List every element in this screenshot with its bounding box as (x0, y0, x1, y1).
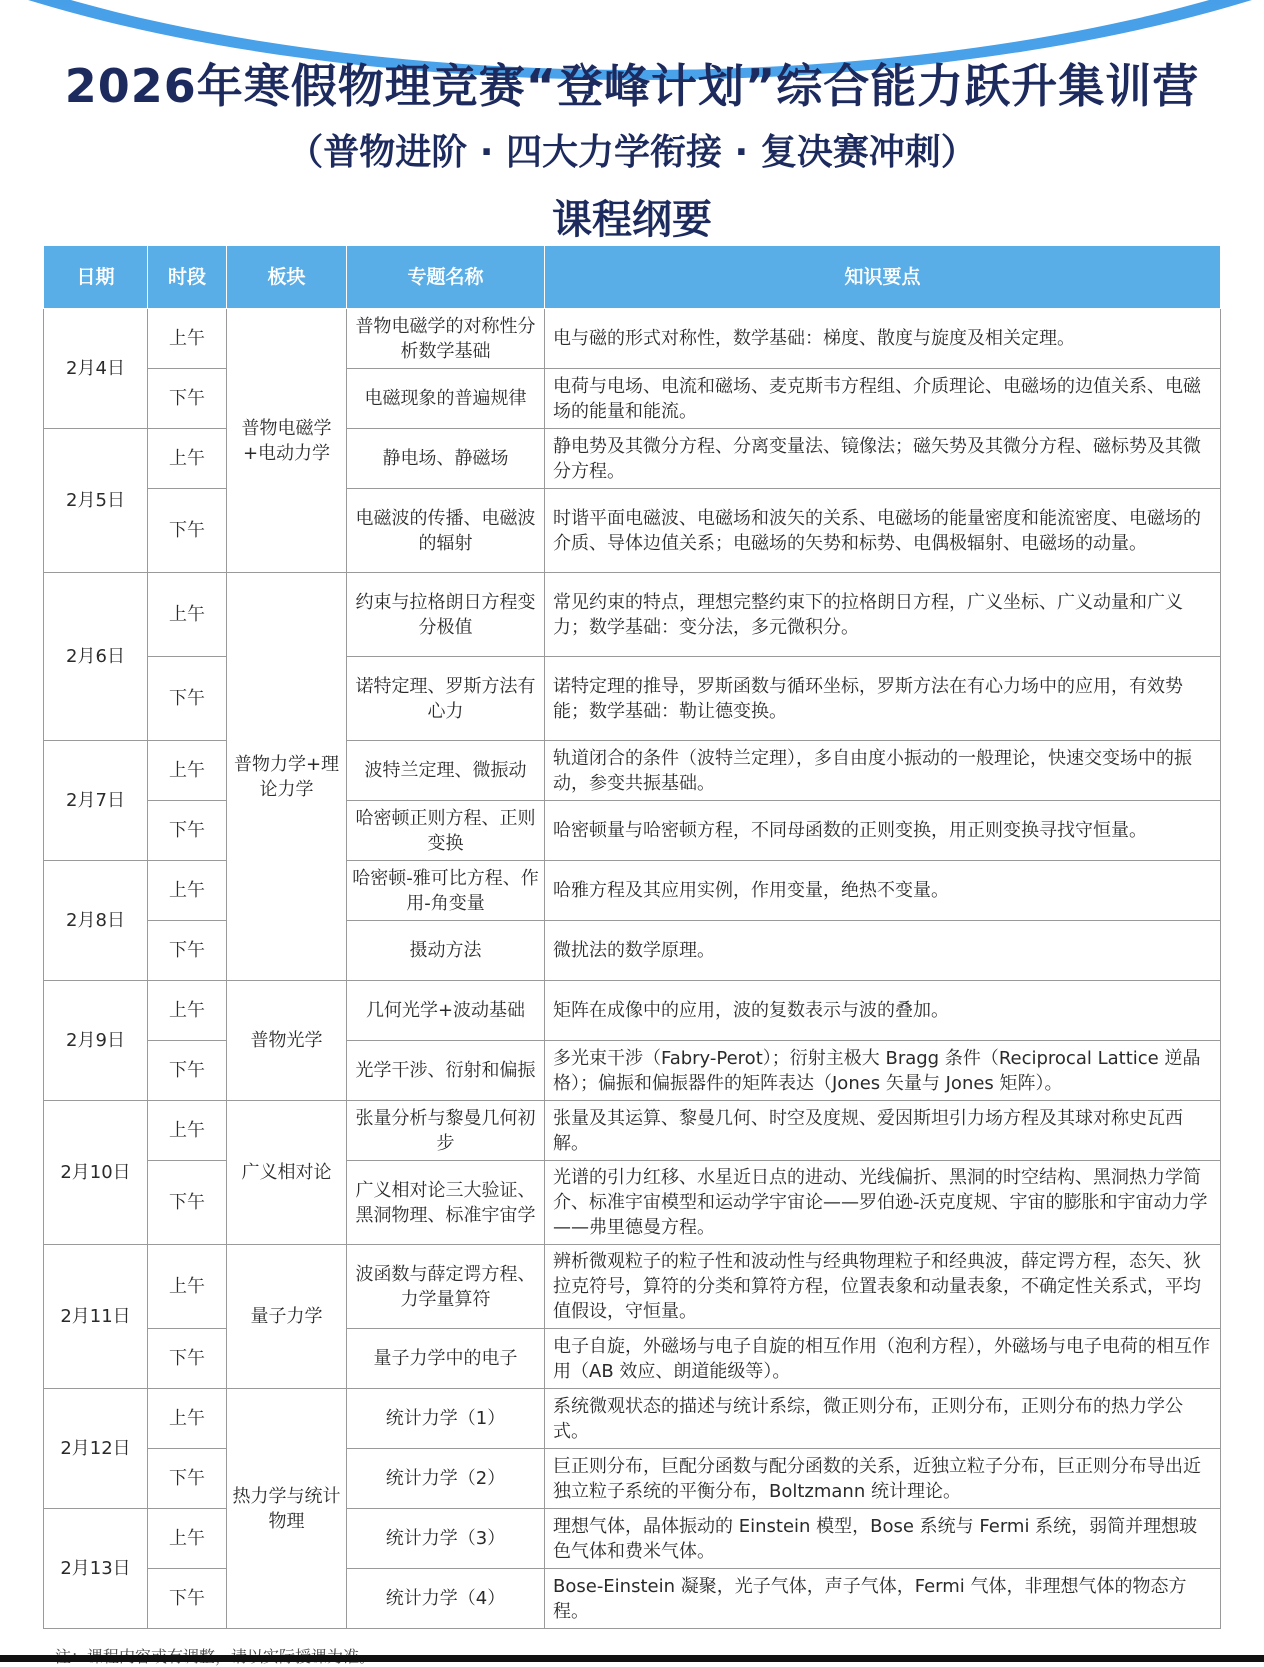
topic-cell: 量子力学中的电子 (347, 1329, 545, 1389)
period-cell: 下午 (148, 1041, 227, 1101)
section-heading: 课程纲要 (552, 197, 712, 243)
topic-cell: 摄动方法 (347, 921, 545, 981)
table-row (44, 573, 1221, 657)
table-row (44, 741, 1221, 801)
topic-cell: 电磁波的传播、电磁波的辐射 (347, 489, 545, 573)
points-cell: 诺特定理的推导，罗斯函数与循环坐标，罗斯方法在有心力场中的应用，有效势能；数学基础：勒让德变换。 (545, 657, 1221, 741)
date-cell: 2月8日 (44, 861, 148, 981)
points-cell: 电与磁的形式对称性，数学基础：梯度、散度与旋度及相关定理。 (545, 309, 1221, 369)
period-cell: 上午 (148, 309, 227, 369)
topic-cell: 哈密顿正则方程、正则变换 (347, 801, 545, 861)
period-cell: 下午 (148, 1569, 227, 1629)
section-cell: 广义相对论 (227, 1101, 347, 1245)
page-title: 2026年寒假物理竞赛“登峰计划”综合能力跃升集训营 (64, 59, 1200, 113)
topic-cell: 约束与拉格朗日方程变分极值 (347, 573, 545, 657)
section-cell: 量子力学 (227, 1245, 347, 1389)
points-cell: Bose-Einstein 凝聚，光子气体，声子气体，Fermi 气体，非理想气体的物态方程。 (545, 1569, 1221, 1629)
period-cell: 上午 (148, 573, 227, 657)
date-cell: 2月7日 (44, 741, 148, 861)
table-row (44, 1449, 1221, 1509)
date-cell: 2月9日 (44, 981, 148, 1101)
date-cell: 2月6日 (44, 573, 148, 741)
table-row (44, 1161, 1221, 1245)
column-header-section: 板块 (227, 246, 347, 309)
period-cell: 下午 (148, 801, 227, 861)
bottom-edge-bar (0, 1655, 1264, 1662)
points-cell: 常见约束的特点，理想完整约束下的拉格朗日方程，广义坐标、广义动量和广义力；数学基础：变分法，多元微积分。 (545, 573, 1221, 657)
section-cell: 热力学与统计物理 (227, 1389, 347, 1629)
points-cell: 微扰法的数学原理。 (545, 921, 1221, 981)
topic-cell: 统计力学（1） (347, 1389, 545, 1449)
date-cell: 2月5日 (44, 429, 148, 573)
section-cell: 普物光学 (227, 981, 347, 1101)
section-cell: 普物电磁学+电动力学 (227, 309, 347, 573)
topic-cell: 电磁现象的普遍规律 (347, 369, 545, 429)
page-subtitle: （普物进阶 · 四大力学衔接 · 复决赛冲刺） (287, 132, 977, 173)
table-row (44, 1245, 1221, 1329)
table-row (44, 1101, 1221, 1161)
period-cell: 下午 (148, 1449, 227, 1509)
period-cell: 上午 (148, 1509, 227, 1569)
table-row (44, 429, 1221, 489)
points-cell: 电荷与电场、电流和磁场、麦克斯韦方程组、介质理论、电磁场的边值关系、电磁场的能量和能流。 (545, 369, 1221, 429)
table-row (44, 861, 1221, 921)
period-cell: 上午 (148, 1101, 227, 1161)
points-cell: 轨道闭合的条件（波特兰定理），多自由度小振动的一般理论，快速交变场中的振动，参变共振基础。 (545, 741, 1221, 801)
table-row (44, 1569, 1221, 1629)
topic-cell: 广义相对论三大验证、黑洞物理、标准宇宙学 (347, 1161, 545, 1245)
table-header-row (44, 246, 1221, 309)
period-cell: 上午 (148, 429, 227, 489)
points-cell: 哈雅方程及其应用实例，作用变量，绝热不变量。 (545, 861, 1221, 921)
topic-cell: 静电场、静磁场 (347, 429, 545, 489)
date-cell: 2月4日 (44, 309, 148, 429)
period-cell: 上午 (148, 741, 227, 801)
period-cell: 下午 (148, 657, 227, 741)
topic-cell: 波函数与薛定谔方程、力学量算符 (347, 1245, 545, 1329)
period-cell: 下午 (148, 1329, 227, 1389)
points-cell: 张量及其运算、黎曼几何、时空及度规、爱因斯坦引力场方程及其球对称史瓦西解。 (545, 1101, 1221, 1161)
table-row (44, 1041, 1221, 1101)
column-header-period: 时段 (148, 246, 227, 309)
table-row (44, 1329, 1221, 1389)
syllabus-table (43, 245, 1221, 1629)
points-cell: 矩阵在成像中的应用，波的复数表示与波的叠加。 (545, 981, 1221, 1041)
table-row (44, 489, 1221, 573)
points-cell: 电子自旋，外磁场与电子自旋的相互作用（泡利方程），外磁场与电子电荷的相互作用（AB 效应、朗道能级等）。 (545, 1329, 1221, 1389)
table-row (44, 981, 1221, 1041)
points-cell: 时谐平面电磁波、电磁场和波矢的关系、电磁场的能量密度和能流密度、电磁场的介质、导体边值关系；电磁场的矢势和标势、电偶极辐射、电磁场的动量。 (545, 489, 1221, 573)
points-cell: 系统微观状态的描述与统计系综，微正则分布，正则分布，正则分布的热力学公式。 (545, 1389, 1221, 1449)
topic-cell: 统计力学（4） (347, 1569, 545, 1629)
points-cell: 哈密顿量与哈密顿方程，不同母函数的正则变换，用正则变换寻找守恒量。 (545, 801, 1221, 861)
table-row (44, 801, 1221, 861)
topic-cell: 波特兰定理、微振动 (347, 741, 545, 801)
date-cell: 2月13日 (44, 1509, 148, 1629)
topic-cell: 几何光学+波动基础 (347, 981, 545, 1041)
topic-cell: 统计力学（3） (347, 1509, 545, 1569)
points-cell: 理想气体，晶体振动的 Einstein 模型，Bose 系统与 Fermi 系统，弱简并理想玻色气体和费米气体。 (545, 1509, 1221, 1569)
period-cell: 下午 (148, 489, 227, 573)
topic-cell: 统计力学（2） (347, 1449, 545, 1509)
column-header-topic: 专题名称 (347, 246, 545, 309)
points-cell: 辨析微观粒子的粒子性和波动性与经典物理粒子和经典波，薛定谔方程，态矢、狄拉克符号，算符的分类和算符方程，位置表象和动量表象，不确定性关系式，平均值假设，守恒量。 (545, 1245, 1221, 1329)
period-cell: 上午 (148, 1389, 227, 1449)
table-row (44, 921, 1221, 981)
table-row (44, 657, 1221, 741)
section-cell: 普物力学+理论力学 (227, 573, 347, 981)
date-cell: 2月12日 (44, 1389, 148, 1509)
topic-cell: 张量分析与黎曼几何初步 (347, 1101, 545, 1161)
column-header-points: 知识要点 (545, 246, 1221, 309)
points-cell: 多光束干涉（Fabry-Perot）；衍射主极大 Bragg 条件（Reciprocal Lattice 逆晶格）；偏振和偏振器件的矩阵表达（Jones 矢量与 Jones 矩阵）。 (545, 1041, 1221, 1101)
period-cell: 上午 (148, 861, 227, 921)
period-cell: 下午 (148, 921, 227, 981)
points-cell: 静电势及其微分方程、分离变量法、镜像法；磁矢势及其微分方程、磁标势及其微分方程。 (545, 429, 1221, 489)
topic-cell: 光学干涉、衍射和偏振 (347, 1041, 545, 1101)
points-cell: 光谱的引力红移、水星近日点的进动、光线偏折、黑洞的时空结构、黑洞热力学简介、标准宇宙模型和运动学宇宙论——罗伯逊-沃克度规、宇宙的膨胀和宇宙动力学——弗里德曼方程。 (545, 1161, 1221, 1245)
period-cell: 下午 (148, 369, 227, 429)
period-cell: 上午 (148, 981, 227, 1041)
table-row (44, 309, 1221, 369)
column-header-date: 日期 (44, 246, 148, 309)
date-cell: 2月10日 (44, 1101, 148, 1245)
table-row (44, 1389, 1221, 1449)
topic-cell: 诺特定理、罗斯方法有心力 (347, 657, 545, 741)
topic-cell: 普物电磁学的对称性分析数学基础 (347, 309, 545, 369)
table-row (44, 1509, 1221, 1569)
points-cell: 巨正则分布，巨配分函数与配分函数的关系，近独立粒子分布，巨正则分布导出近独立粒子系统的平衡分布，Boltzmann 统计理论。 (545, 1449, 1221, 1509)
table-row (44, 369, 1221, 429)
date-cell: 2月11日 (44, 1245, 148, 1389)
topic-cell: 哈密顿-雅可比方程、作用-角变量 (347, 861, 545, 921)
period-cell: 上午 (148, 1245, 227, 1329)
period-cell: 下午 (148, 1161, 227, 1245)
